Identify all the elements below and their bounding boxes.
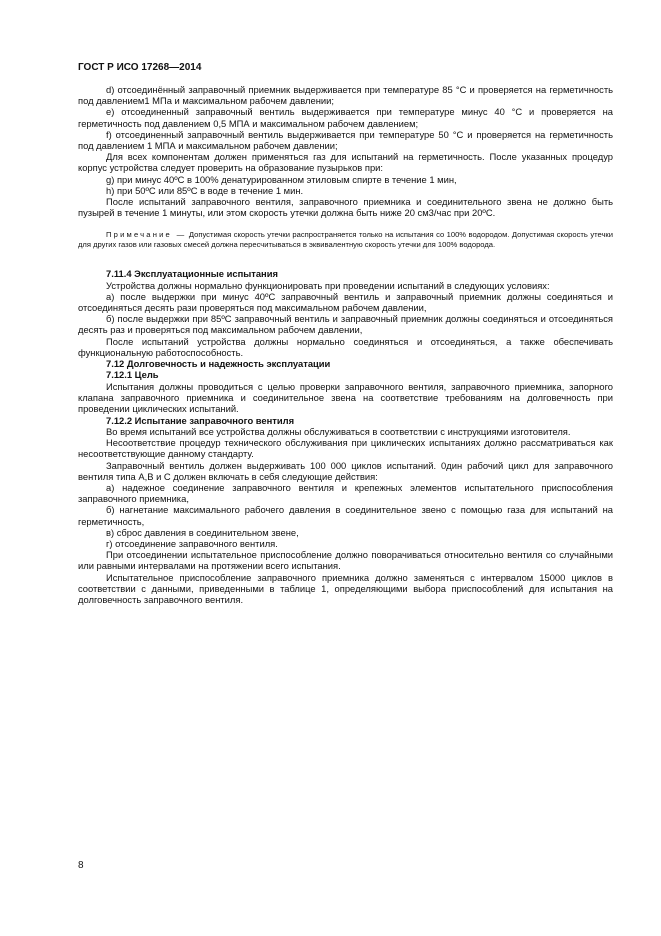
paragraph: Испытания должны проводиться с целью проверки заправочного вентиля, заправочного приемника, запорного клапана заправочного приемника и соединительное звена на соответствие требованиям на долговечность при проведении циклических испытаний. [78,380,613,415]
paragraph: Несоответствие процедур технического обслуживания при циклических испытаниях должно рассматриваться как несоответствующие данному стандарту. [78,437,613,460]
document-page [78,62,613,605]
heading-7-12-2: 7.12.2 Испытание заправочного вентиля [106,414,295,426]
item-d: d) отсоединённый заправочный приемник выдерживается при температуре 85 °С и проверяется на герметичность под давлением1 МПа и максимальном рабочем давлении; [78,84,613,107]
paragraph: а) после выдержки при минус 40ºС заправочный вентиль и заправочный приемник должны соединяться и отсоединяться десять рази проверяться под максимальном рабочем давлении, [78,290,613,314]
document-header: ГОСТ Р ИСО 17268—2014 [78,62,202,73]
paragraph: б) после выдержки при 85ºС заправочный вентиль и заправочный приемник должны соединяться и отсоединяться десять раз и проверяться под максимальном рабочем давлении, [78,313,613,336]
paragraph: а) надежное соединение заправочного вентиля и крепежных элементов испытательного приспособления заправочного приемника, [78,481,613,505]
item-f: f) отсоединенный заправочный вентиль выдерживается при температуре 50 °С и проверяется на герметичность под давлением 1 МПА и максимальном рабочем давлении; [78,128,613,152]
item-h: h) при 50ºС или 85ºС в воде в течение 1 мин. [106,184,304,196]
note-text: Допустимая скорость утечки распространяется только на испытания со 100% водородом. Допустимая скорость утечки для других газов или газовых смесей должна пересчитываться в эквивалентную скорость утечки для 100% водорода. [78,230,613,249]
paragraph: При отсоединении испытательное приспособление должно поворачиваться относительно вентиля со случайными или равными интервалами на протяжении всего испытания. [78,549,613,572]
paragraph: Устройства должны нормально функционировать при проведении испытаний в следующих условиях: [106,279,550,291]
note-label: Примечание — [106,230,187,240]
paragraph: г) отсоединение заправочного вентиля. [106,537,278,549]
item-e: e) отсоединенный заправочный вентиль выдерживается при температуре минус 40 °С и проверяется на герметичность под давлением 0,5 МПА и максимальном рабочем давлением; [78,106,613,129]
paragraph: б) нагнетание максимального рабочего давления в соединительное звено с помощью газа для испытаний на герметичность, [78,504,613,527]
leak-test-result: После испытаний заправочного вентиля, заправочного приемника и соединительного звена не должно быть пузырей в течение 1 минуты, или этом скорость утечки должна быть ниже 20 см3/час при 20ºС. [78,196,613,219]
heading-7-12-1: 7.12.1 Цель [106,369,159,381]
paragraph: в) сброс давления в соединительном звене, [106,526,299,538]
leak-test-intro: Для всех компонентам должен применяться газ для испытаний на герметичность. После указанных процедур корпус устройства следует проверить на образование пузырьков при: [78,151,613,174]
paragraph: Заправочный вентиль должен выдерживать 100 000 циклов испытаний. 0дин рабочий цикл для заправочного вентиля типа А,В и С должен включать в себя следующие действия: [78,459,613,482]
page-number: 8 [78,860,84,871]
note [78,230,613,249]
paragraph: После испытаний устройства должны нормально соединяться и отсоединяться, а также обеспечивать функциональную работоспособность. [78,335,613,358]
item-g: g) при минус 40ºС в 100% денатурированном этиловым спирте в течение 1 мин, [106,173,457,185]
paragraph: Во время испытаний все устройства должны обслуживаться в соответствии с инструкциями изготовителя. [106,425,571,437]
heading-7-11-4: 7.11.4 Эксплуатационные испытания [106,268,278,280]
paragraph: Испытательное приспособление заправочного приемника должно заменяться с интервалом 15000 циклов в соответствии с данными, приведенными в таблице 1, определяющими выбора приспособлений для испытания на долговечность заправочного вентиля. [78,571,613,605]
heading-7-12: 7.12 Долговечность и надежность эксплуатации [106,358,331,370]
